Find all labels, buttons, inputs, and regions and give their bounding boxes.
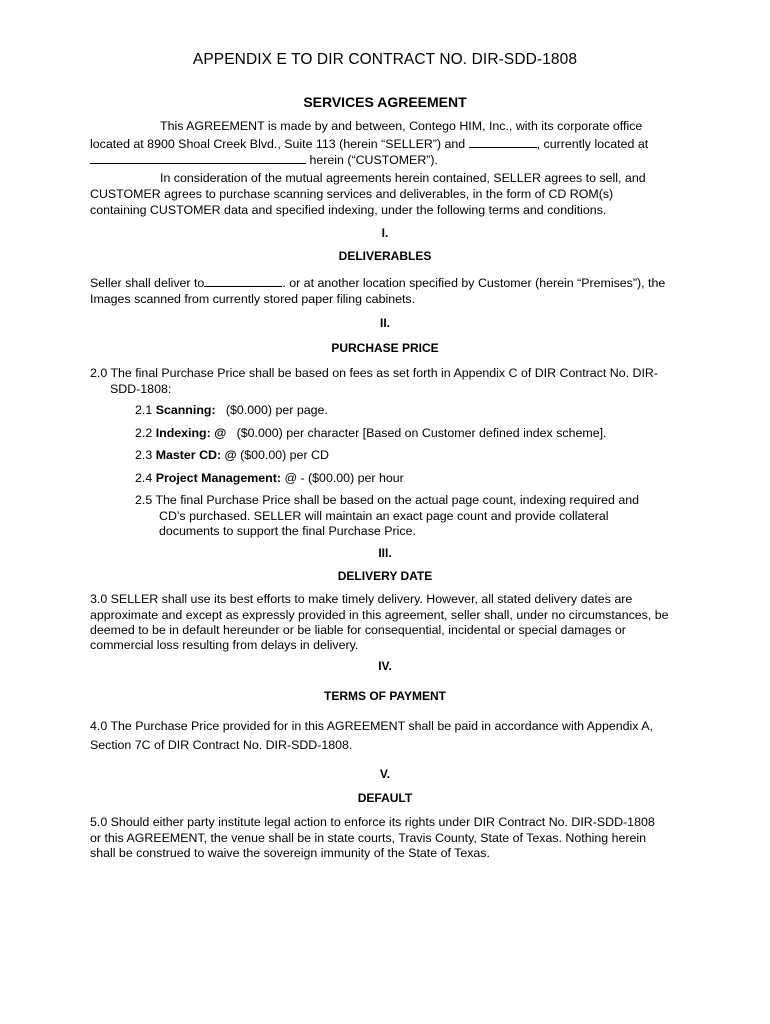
deliverables-line-1-text: Seller shall deliver to: [90, 276, 205, 290]
consideration-line-2: CUSTOMER agrees to purchase scanning services and deliverables, in the form of CD ROM(s): [90, 187, 614, 201]
default-line-2: or this AGREEMENT, the venue shall be in state courts, Travis County, State of Texas. Nothing herein: [90, 831, 647, 845]
section-5-heading: DEFAULT: [357, 791, 413, 805]
item-label: Master CD: @: [155, 448, 237, 462]
section-4-numeral: IV.: [378, 659, 392, 673]
item-text: ($00.00) per CD: [240, 448, 329, 462]
intro-line-2: [90, 135, 680, 153]
agreement-title: SERVICES AGREEMENT: [303, 94, 467, 110]
intro-line-2-text: located at 8900 Shoal Creek Blvd., Suite 113 (herein “SELLER”) and: [90, 137, 466, 151]
price-item-2-3: [135, 448, 329, 464]
item-number: 2.3: [135, 448, 153, 462]
intro-line-3-text: herein (“CUSTOMER”).: [309, 153, 438, 167]
price-item-2-2: [135, 426, 606, 442]
customer-name-blank[interactable]: [469, 135, 537, 148]
section-1-heading: DELIVERABLES: [338, 249, 432, 263]
deliverables-line-2: Images scanned from currently stored paper filing cabinets.: [90, 292, 416, 306]
delivery-location-blank[interactable]: [204, 274, 282, 287]
section-5-numeral: V.: [379, 767, 391, 781]
consideration-line-3: containing CUSTOMER data and specified indexing, under the following terms and conditions.: [90, 203, 607, 217]
item-number: 2.4: [135, 471, 153, 485]
item-number: 2.2: [135, 426, 153, 440]
price-2-5-line-2: CD’s purchased. SELLER will maintain an exact page count and provide collateral: [159, 509, 609, 523]
item-text: ($0.000) per character [Based on Customer defined index scheme].: [236, 426, 607, 440]
price-item-2-1: [135, 403, 328, 419]
payment-line-1: 4.0 The Purchase Price provided for in this AGREEMENT shall be paid in accordance with Appendix A,: [90, 719, 653, 733]
delivery-line-4: commercial loss resulting from delays in delivery.: [90, 638, 359, 652]
item-text: @ - ($00.00) per hour: [284, 471, 404, 485]
section-1-numeral: I.: [381, 226, 389, 240]
intro-line-2-tail: , currently located at: [536, 137, 649, 151]
item-text: ($0.000) per page.: [225, 403, 328, 417]
delivery-line-3: deemed to be in default hereunder or be liable for consequential, incidental or special damages or: [90, 623, 626, 637]
item-number: 2.1: [135, 403, 153, 417]
customer-address-blank[interactable]: [90, 151, 306, 164]
intro-line-1: This AGREEMENT is made by and between, Contego HIM, Inc., with its corporate office: [160, 119, 643, 133]
item-label: Indexing: @: [155, 426, 227, 440]
default-line-1: 5.0 Should either party institute legal action to enforce its rights under DIR Contract No. DIR-SDD-1808: [90, 815, 655, 829]
deliverables-line-1: [90, 274, 680, 292]
price-item-2-4: [135, 471, 404, 487]
section-3-numeral: III.: [378, 546, 392, 560]
item-label: Project Management:: [155, 471, 281, 485]
section-4-heading: TERMS OF PAYMENT: [323, 689, 446, 703]
consideration-line-1: In consideration of the mutual agreements herein contained, SELLER agrees to sell, and: [160, 171, 646, 185]
appendix-title: APPENDIX E TO DIR CONTRACT NO. DIR-SDD-1808: [192, 51, 578, 68]
intro-line-3: [90, 151, 438, 169]
item-label: Scanning:: [155, 403, 216, 417]
payment-line-2: Section 7C of DIR Contract No. DIR-SDD-1808.: [90, 738, 353, 752]
delivery-line-1: 3.0 SELLER shall use its best efforts to make timely delivery. However, all stated delivery dates are: [90, 592, 633, 606]
section-2-heading: PURCHASE PRICE: [331, 341, 439, 355]
price-2-5-line-1: 2.5 The final Purchase Price shall be based on the actual page count, indexing required and: [135, 493, 639, 507]
price-2-0-line-2: SDD-1808:: [110, 382, 172, 396]
deliverables-line-1-tail: . or at another location specified by Customer (herein “Premises”), the: [282, 276, 666, 290]
default-line-3: shall be construed to waive the sovereign immunity of the State of Texas.: [90, 846, 490, 860]
section-2-numeral: II.: [379, 316, 390, 330]
delivery-line-2: approximate and except as expressly provided in this agreement, seller shall, under no circumstances, be: [90, 608, 669, 622]
section-3-heading: DELIVERY DATE: [337, 569, 433, 583]
price-2-5-line-3: documents to support the final Purchase Price.: [159, 524, 416, 538]
price-2-0-line-1: 2.0 The final Purchase Price shall be based on fees as set forth in Appendix C of DIR Contract No. DIR-: [90, 366, 658, 380]
